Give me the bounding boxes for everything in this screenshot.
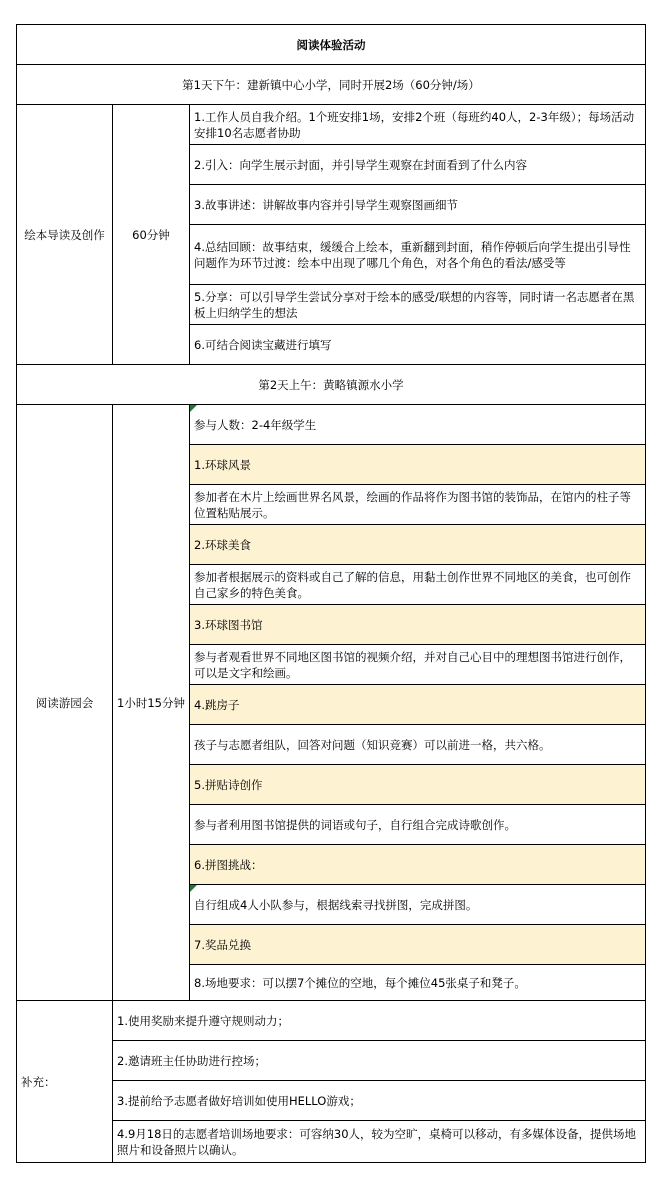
day1-step: 2.引入：向学生展示封面，并引导学生观察在封面看到了什么内容: [190, 145, 646, 185]
day1-heading: 第1天下午：建新镇中心小学，同时开展2场（60分钟/场）: [17, 65, 646, 105]
day2-row-station-title: 1.环球风景: [190, 445, 646, 485]
activity-table: [16, 24, 646, 1163]
day2-row-description: 自行组成4人小队参与，根据线索寻找拼图，完成拼图。: [190, 885, 646, 925]
day2-row-station-title: 3.环球图书馆: [190, 605, 646, 645]
day2-row-station-title: 5.拼贴诗创作: [190, 765, 646, 805]
day1-step: 4.总结回顾：故事结束，缓缓合上绘本，重新翻到封面，稍作停顿后向学生提出引导性问题作为环节过渡：绘本中出现了哪几个角色，对各个角色的看法/感受等: [190, 225, 646, 285]
page-title: 阅读体验活动: [17, 25, 646, 65]
day2-row-description: 8.场地要求：可以摆7个摊位的空地，每个摊位45张桌子和凳子。: [190, 965, 646, 1001]
supplement-item: 3.提前给予志愿者做好培训如使用HELLO游戏；: [113, 1081, 646, 1121]
supplement-label: 补充：: [17, 1001, 113, 1163]
supplement-item: 1.使用奖励来提升遵守规则动力；: [113, 1001, 646, 1041]
day2-row-description: 参加者根据展示的资料或自己了解的信息，用黏土创作世界不同地区的美食，也可创作自己家乡的特色美食。: [190, 565, 646, 605]
day2-row-station-title: 4.跳房子: [190, 685, 646, 725]
day2-row-description: 参加者在木片上绘画世界名风景，绘画的作品将作为图书馆的装饰品，在馆内的柱子等位置粘贴展示。: [190, 485, 646, 525]
day2-activity-name: 阅读游园会: [17, 405, 113, 1001]
day1-activity-name: 绘本导读及创作: [17, 105, 113, 365]
day2-row-station-title: 7.奖品兑换: [190, 925, 646, 965]
day1-duration: 60分钟: [113, 105, 190, 365]
day1-step: 5.分享：可以引导学生尝试分享对于绘本的感受/联想的内容等，同时请一名志愿者在黑板上归纳学生的想法: [190, 285, 646, 325]
day2-row-description: 参与者观看世界不同地区图书馆的视频介绍，并对自己心目中的理想图书馆进行创作，可以是文字和绘画。: [190, 645, 646, 685]
day2-row-description: 参与者利用图书馆提供的词语或句子，自行组合完成诗歌创作。: [190, 805, 646, 845]
day2-heading: 第2天上午：黄略镇源水小学: [17, 365, 646, 405]
day1-step: 3.故事讲述：讲解故事内容并引导学生观察图画细节: [190, 185, 646, 225]
day1-step: 6.可结合阅读宝藏进行填写: [190, 325, 646, 365]
supplement-item: 4.9月18日的志愿者培训场地要求：可容纳30人，较为空旷，桌椅可以移动，有多媒体设备，提供场地照片和设备照片以确认。: [113, 1121, 646, 1163]
day2-row-description: 孩子与志愿者组队，回答对问题（知识竞赛）可以前进一格，共六格。: [190, 725, 646, 765]
day2-row-station-title: 2.环球美食: [190, 525, 646, 565]
day2-row-station-title: 6.拼图挑战：: [190, 845, 646, 885]
supplement-item: 2.邀请班主任协助进行控场；: [113, 1041, 646, 1081]
day1-step: 1.工作人员自我介绍。1个班安排1场，安排2个班（每班约40人，2-3年级）；每场活动安排10名志愿者协助: [190, 105, 646, 145]
day2-row: 参与人数：2-4年级学生: [190, 405, 646, 445]
day2-duration: 1小时15分钟: [113, 405, 190, 1001]
